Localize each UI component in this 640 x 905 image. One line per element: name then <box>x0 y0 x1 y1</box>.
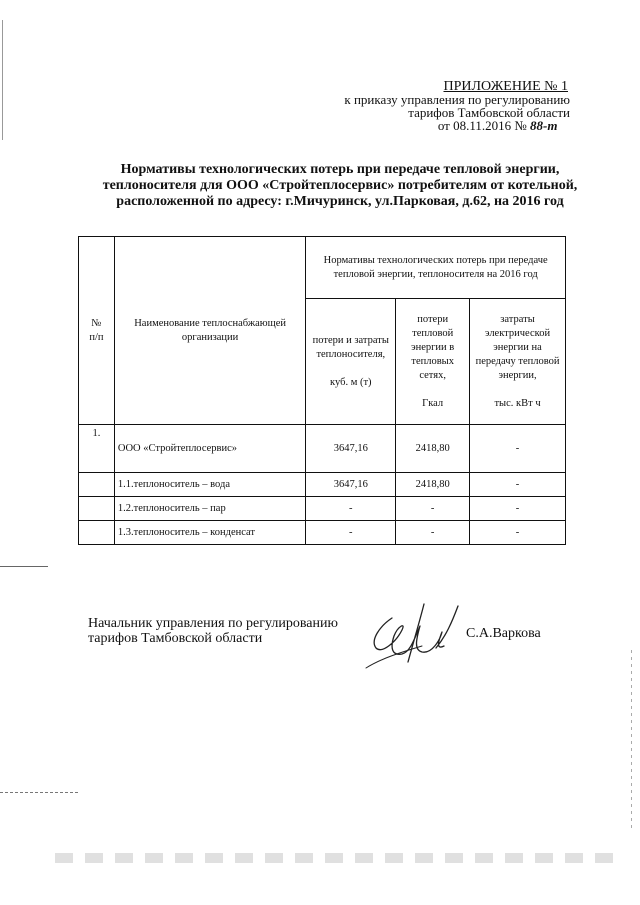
appendix-line-1: к приказу управления по регулированию <box>344 92 570 107</box>
scan-bottom-noise <box>55 853 615 863</box>
cell-num <box>79 473 115 497</box>
signature-position <box>88 616 338 646</box>
appendix-line-2: тарифов Тамбовской области <box>408 105 570 120</box>
title-line-1: Нормативы технологических потерь при передаче тепловой энергии, <box>120 162 560 177</box>
header-num: № п/п <box>79 237 115 425</box>
handwritten-signature-icon <box>362 596 472 670</box>
header-loss-heat: потери тепловой энергии в тепловых сетях, Гкал <box>396 299 470 425</box>
title-line-3: расположенной по адресу: г.Мичуринск, ул.Парковая, д.62, на 2016 год <box>116 194 564 209</box>
signature-position-line-2: тарифов Тамбовской области <box>88 631 263 646</box>
cell-electric: - <box>470 497 566 521</box>
document-title <box>60 162 620 210</box>
table-header-row <box>79 237 566 299</box>
cell-org: 1.2.теплоноситель – пар <box>114 497 305 521</box>
table-row <box>79 521 566 545</box>
scan-artifact-dashes <box>0 792 80 793</box>
appendix-line-3 <box>344 119 570 132</box>
table-row <box>79 425 566 473</box>
cell-volume: 3647,16 <box>306 425 396 473</box>
cell-num <box>79 497 115 521</box>
appendix-date: от 08.11.2016 № <box>437 118 527 133</box>
cell-heat: - <box>396 497 470 521</box>
appendix-title: ПРИЛОЖЕНИЕ № 1 <box>443 79 568 94</box>
norms-table <box>78 236 566 545</box>
header-norms-group: Нормативы технологических потерь при передаче тепловой энергии, теплоносителя на 2016 год <box>306 237 566 299</box>
cell-volume: - <box>306 521 396 545</box>
signature-name: С.А.Варкова <box>466 626 541 641</box>
signature-position-line-1: Начальник управления по регулированию <box>88 616 338 631</box>
header-loss-volume: потери и затраты теплоносителя, куб. м (т) <box>306 299 396 425</box>
appendix-header <box>344 80 570 132</box>
cell-electric: - <box>470 521 566 545</box>
title-line-2: теплоносителя для ООО «Стройтеплосервис» потребителям от котельной, <box>102 178 578 193</box>
cell-volume: 3647,16 <box>306 473 396 497</box>
scan-edge-line <box>2 20 3 140</box>
scan-edge-dots <box>631 650 632 830</box>
table-row <box>79 497 566 521</box>
cell-electric: - <box>470 425 566 473</box>
cell-electric: - <box>470 473 566 497</box>
cell-org: 1.3.теплоноситель – конденсат <box>114 521 305 545</box>
cell-num: 1. <box>79 425 115 473</box>
cell-heat: 2418,80 <box>396 425 470 473</box>
table-row <box>79 473 566 497</box>
appendix-handwritten-number: 88-т <box>530 118 558 133</box>
cell-heat: 2418,80 <box>396 473 470 497</box>
cell-num <box>79 521 115 545</box>
cell-volume: - <box>306 497 396 521</box>
header-electric: затраты электрической энергии на передачу тепловой энергии, тыс. кВт ч <box>470 299 566 425</box>
header-organization: Наименование теплоснабжающей организации <box>114 237 305 425</box>
cell-org: ООО «Стройтеплосервис» <box>114 425 305 473</box>
scan-artifact-line <box>0 566 48 567</box>
cell-org: 1.1.теплоноситель – вода <box>114 473 305 497</box>
cell-heat: - <box>396 521 470 545</box>
